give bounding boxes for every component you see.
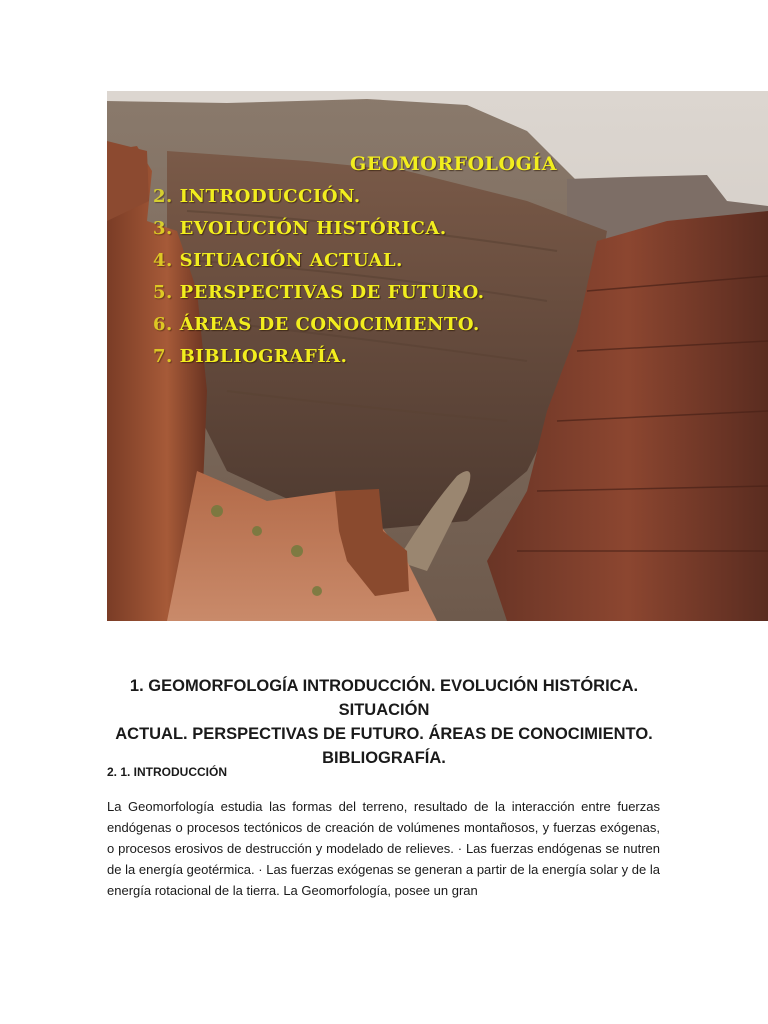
heading-line: 1. GEOMORFOLOGÍA INTRODUCCIÓN. EVOLUCIÓN HISTÓRICA. SITUACIÓN bbox=[129, 677, 639, 719]
toc-item-number: 7. bbox=[153, 346, 173, 367]
body-paragraph: La Geomorfología estudia las formas del terreno, resultado de la interacción entre fuerzas endógenas o procesos tectónicos de creación de volúmenes montañosos, y fuerzas exógenas, o procesos erosivos de destrucción y modelado de relieves. · Las fuerzas endógenas se nutren de la energía geotérmica. · Las fuerzas exógenas se generan a partir de la energía solar y de la energía rotacional de la tierra. La Geomorfología, posee un gran bbox=[107, 799, 660, 898]
toc-item bbox=[153, 186, 361, 207]
toc-title: GEOMORFOLOGÍA bbox=[350, 153, 557, 175]
toc-item-number: 4. bbox=[153, 250, 173, 271]
toc-item-number: 5. bbox=[153, 282, 173, 303]
document-heading bbox=[100, 674, 668, 770]
heading-line: BIBLIOGRAFÍA. bbox=[322, 749, 446, 767]
toc-item-label: SITUACIÓN ACTUAL. bbox=[179, 250, 403, 271]
toc-item-label: PERSPECTIVAS DE FUTURO. bbox=[179, 282, 485, 303]
toc-item-label: ÁREAS DE CONOCIMIENTO. bbox=[179, 314, 480, 335]
toc-item bbox=[153, 218, 447, 239]
canyon-photo bbox=[107, 91, 768, 621]
toc-item-label: EVOLUCIÓN HISTÓRICA. bbox=[179, 218, 447, 239]
toc-item-number: 6. bbox=[153, 314, 173, 335]
toc-item bbox=[153, 282, 485, 303]
toc-item-label: INTRODUCCIÓN. bbox=[179, 186, 361, 207]
section-title: 2. 1. INTRODUCCIÓN bbox=[107, 765, 228, 779]
toc-item bbox=[153, 250, 403, 271]
toc-item-label: BIBLIOGRAFÍA. bbox=[179, 346, 348, 367]
table-of-contents bbox=[107, 91, 768, 621]
toc-item-number: 2. bbox=[153, 186, 173, 207]
toc-item-number: 3. bbox=[153, 218, 173, 239]
toc-item bbox=[153, 314, 480, 335]
toc-item bbox=[153, 346, 347, 367]
heading-line: ACTUAL. PERSPECTIVAS DE FUTURO. ÁREAS DE CONOCIMIENTO. bbox=[115, 725, 653, 743]
